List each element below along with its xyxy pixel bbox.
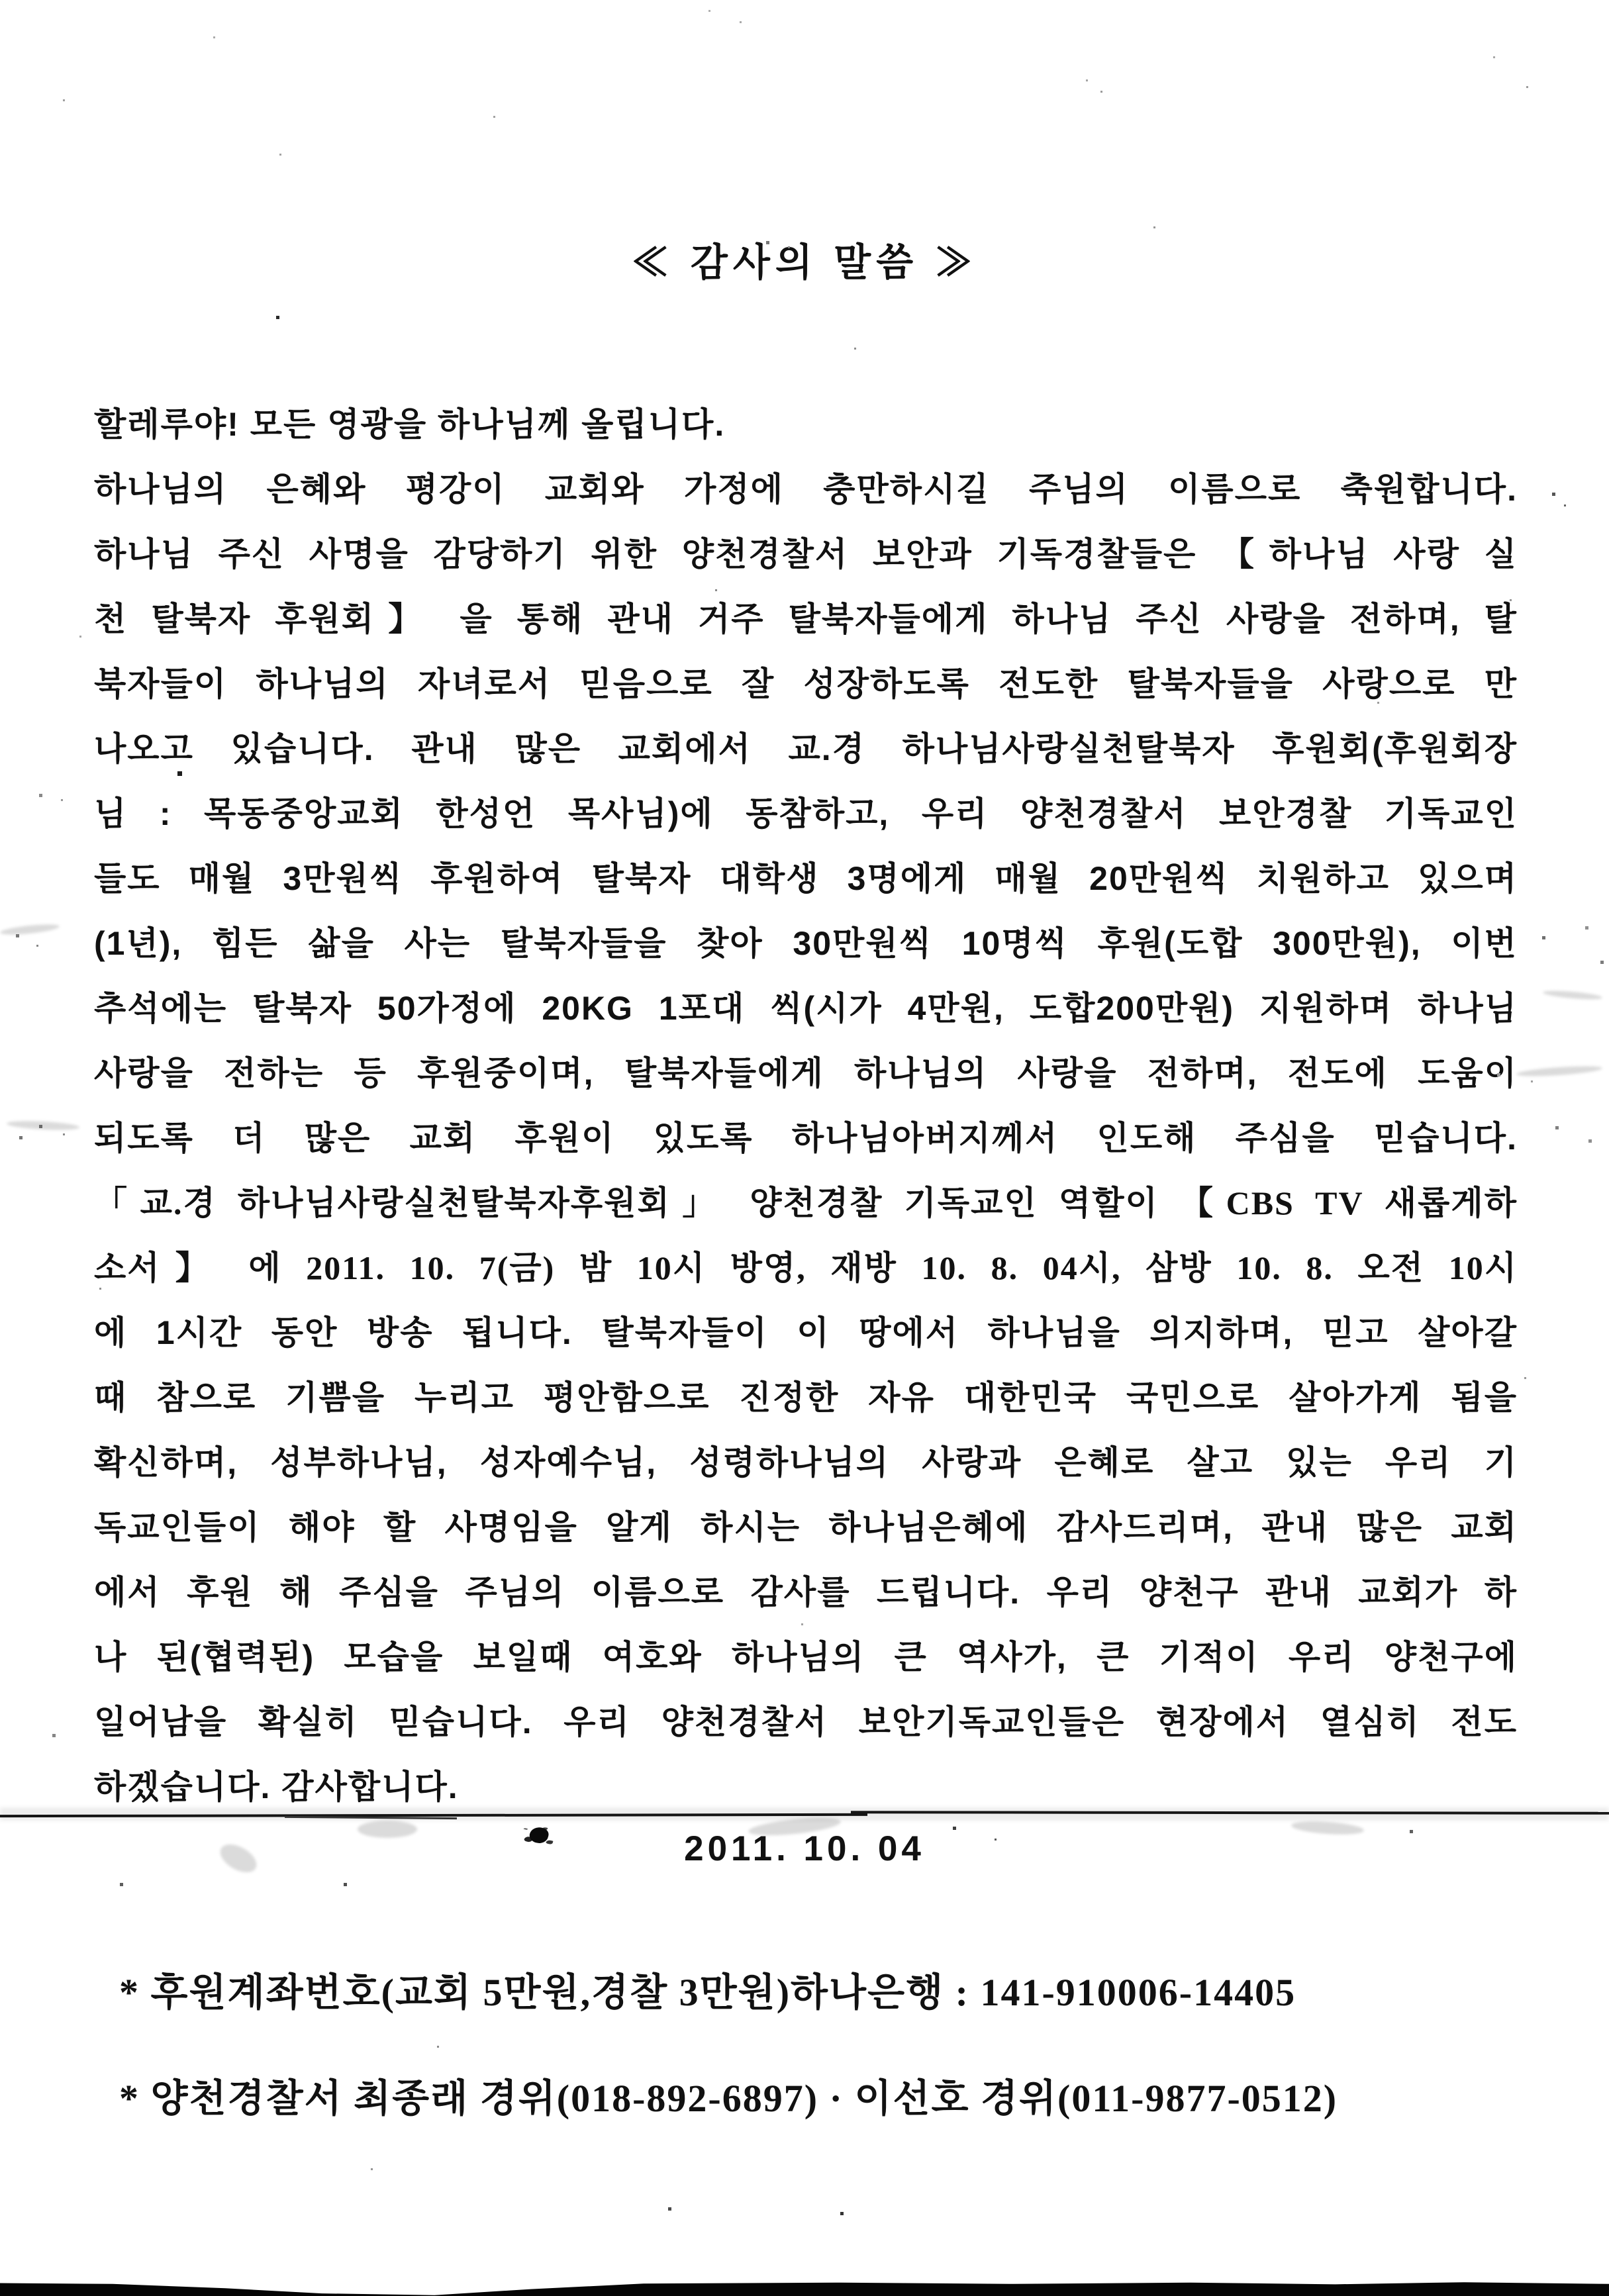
body-line: 되도록 더 많은 교회 후원이 있도록 하나님아버지께서 인도해 주심을 믿습니다. [94,1120,1518,1157]
body-line: 「교.경 하나님사랑실천탈북자후원회」 양천경찰 기독교인 역할이 【CBS TV 새롭게하 [94,1184,1518,1221]
body-line: 들도 매월 3만원씩 후원하여 탈북자 대학생 3명에게 매월 20만원씩 치원하고 있으며 [94,860,1518,897]
body-line: 소서】 에 2011. 10. 7(금) 밤 10시 방영, 재방 10. 8. 04시, 삼방 10. 8. 오전 10시 [94,1249,1518,1286]
body-line: 일어남을 확실히 믿습니다. 우리 양천경찰서 보안기독교인들은 현장에서 열심히 전도 [94,1703,1518,1741]
body-line: 추석에는 탈북자 50가정에 20KG 1포대 씩(시가 4만원, 도합200만원) 지원하며 하나님 [94,990,1518,1027]
bottom-scan-edge [0,2279,1609,2296]
body-line: 님 : 목동중앙교회 한성언 목사님)에 동참하고, 우리 양천경찰서 보안경찰 기독교인 [94,795,1518,832]
footer-contact-line: * 양천경찰서 최종래 경위(018-892-6897) · 이선호 경위(011-9877-0512) [119,2077,1338,2120]
body-line: 에 1시간 동안 방송 됩니다. 탈북자들이 이 땅에서 하나님을 의지하며, 믿고 살아갈 [94,1314,1518,1351]
document-title: ≪ 감사의 말씀 ≫ [630,241,979,284]
body-line: 하나님의 은혜와 평강이 교회와 가정에 충만하시길 주님의 이름으로 축원합니다. [94,471,1518,508]
body-line: 나 된(협력된) 모습을 보일때 여호와 하나님의 큰 역사가, 큰 기적이 우리 양천구에 [94,1639,1518,1676]
body-line: 하나님 주신 사명을 감당하기 위한 양천경찰서 보안과 기독경찰들은 【하나님 사랑 실 [94,536,1518,573]
date-text: 2011. 10. 04 [684,1829,925,1868]
scan-smudge [358,1821,417,1838]
body-line: 에서 후원 해 주심을 주님의 이름으로 감사를 드립니다. 우리 양천구 관내 교회가 하 [94,1574,1518,1611]
body-line: 독교인들이 해야 할 사명임을 알게 하시는 하나님은혜에 감사드리며, 관내 많은 교회 [94,1509,1518,1546]
body-line: 사랑을 전하는 등 후원중이며, 탈북자들에게 하나님의 사랑을 전하며, 전도에 도움이 [94,1055,1518,1092]
body-line: 할레루야! 모든 영광을 하나님께 올립니다. [94,406,726,443]
footer-account-line: * 후원계좌번호(교회 5만원,경찰 3만원)하나은행 : 141-910006-14405 [119,1971,1296,2014]
body-line: (1년), 힘든 삶을 사는 탈북자들을 찾아 30만원씩 10명씩 후원(도합 300만원), 이번 [94,925,1518,962]
body-paragraph [0,404,1609,1831]
body-line: 나오고 있습니다. 관내 많은 교회에서 교.경 하나님사랑실천탈북자 후원회(후원회장 [94,730,1518,767]
body-line: 북자들이 하나님의 자녀로서 믿음으로 잘 성장하도록 전도한 탈북자들을 사랑으로 만 [94,665,1518,702]
scan-noise-specks [0,0,2,2]
body-line: 천 탈북자 후원회】 을 통해 관내 거주 탈북자들에게 하나님 주신 사랑을 전하며, 탈 [94,600,1518,638]
body-line: 때 참으로 기쁨을 누리고 평안함으로 진정한 자유 대한민국 국민으로 살아가게 됨을 [94,1379,1518,1416]
body-line: 하겠습니다. 감사합니다. [94,1768,459,1805]
body-line: 확신하며, 성부하나님, 성자예수님, 성령하나님의 사랑과 은혜로 살고 있는 우리 기 [94,1444,1518,1481]
